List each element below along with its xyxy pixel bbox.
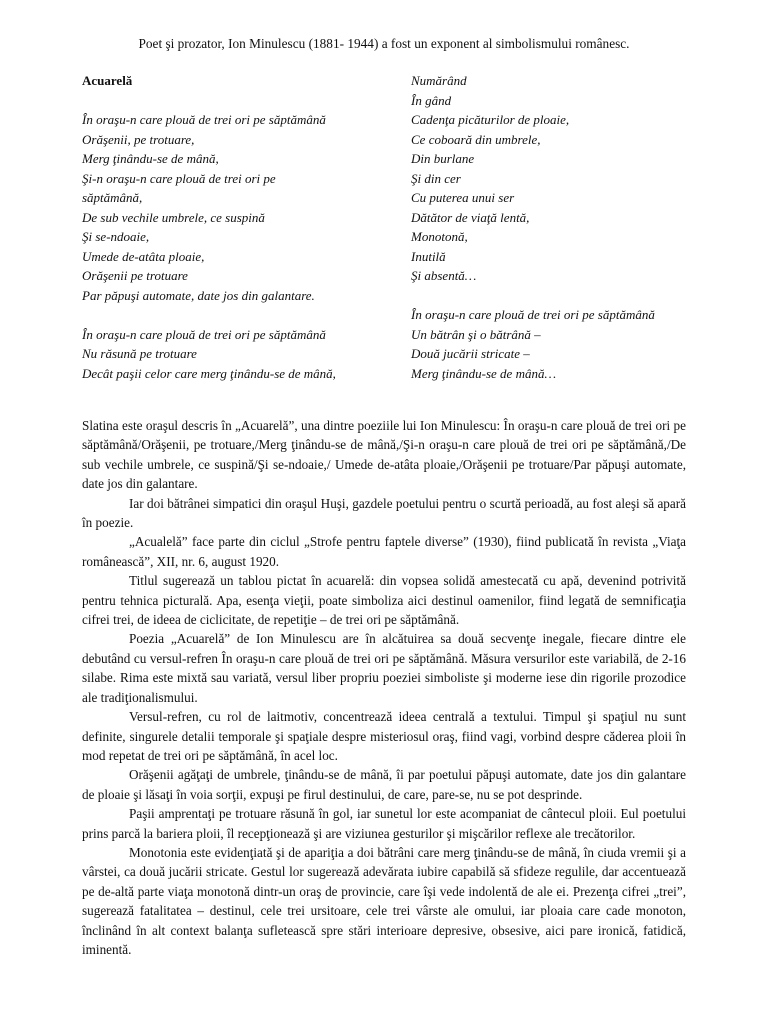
poem-title: Acuarelă <box>82 73 133 88</box>
poem-line: Şi se-ndoaie, <box>82 229 150 244</box>
poem-line: Cadenţa picăturilor de ploaie, <box>411 112 570 127</box>
poem-line: Merg ţinându-se de mână, <box>82 151 219 166</box>
poem-line: Decât paşii celor care merg ţinându-se de mână, <box>82 365 336 381</box>
poem-line: În oraşu-n care plouă de trei ori pe săptămână <box>82 326 326 342</box>
poem-spacer <box>82 91 382 111</box>
poem-line: Dătător de viaţă lentă, <box>411 209 530 225</box>
paragraph: Iar doi bătrânei simpatici din oraşul Huşi, gazdele poetului pentru o scurtă perioadă, au fost aleşi să apară în poezie. <box>82 495 686 531</box>
poem-line: Şi din cer <box>411 170 461 186</box>
paragraph: Slatina este oraşul descris în „Acuarelă”, una dintre poeziile lui Ion Minulescu: În oraşu-n care plouă de trei ori pe săptămână/Orăşenii, pe trotuare,/Merg ţinându-se de mână,/Şi-n oraşu-n care plouă de trei ori pe săptămână,/De sub vechile umbrele, ce suspină/Şi se-ndoaie,/ Umede de-atâta ploaie,/Orăşenii pe trotuare/Par păpuşi automate, date jos din galantare. <box>82 418 686 492</box>
poem-column-right <box>411 71 731 383</box>
paragraph: Orăşenii agăţaţi de umbrele, ţinându-se de mână, îi par poetului păpuşi automate, date jos din galantare de ploaie şi lăsaţi în voia sorţii, expuşi pe firul destinului, de care, pare-se, nu se pot desprinde. <box>82 767 686 802</box>
poem-line: Nu răsună pe trotuare <box>82 346 197 361</box>
poem-line: În oraşu-n care plouă de trei ori pe săptămână <box>82 112 326 127</box>
poem-line: Din burlane <box>411 151 475 166</box>
paragraph: Monotonia este evidenţiată şi de apariţia a doi bătrâni care merg ţinându-se de mână, în ciuda vremii şi a vârstei, ca două jucării stricate. Gestul lor sugerează adevărata iubire capabilă să sfideze regulile, dar accentuează pe de-altă parte viaţa monotonă dintr-un oraş de provincie, care îşi vede indolentă de ale ei. Prezenţa cifrei „trei”, sugerează fatalitatea – destinul, cele trei ursitoare, cele trei vârste ale omului, iar ploaia care cade monoton, înclinând în alt context balanţa sufletească spre stări interioare depresive, obsesive, aici pare ironică, fatidică, iminentă. <box>82 844 686 957</box>
poem-column-left <box>82 71 382 383</box>
paragraph: Versul-refren, cu rol de laitmotiv, concentrează ideea centrală a textului. Timpul şi spaţiul nu sunt definite, singurele detalii temporale şi spaţiale despre misteriosul oraş, fiind vagi, vorbind despre căderea ploii în mod repetat de trei ori pe săptămână, în acel loc. <box>82 709 686 763</box>
intro-line: Poet şi prozator, Ion Minulescu (1881- 1944) a fost un exponent al simbolismului românesc. <box>138 36 630 51</box>
poem-line: De sub vechile umbrele, ce suspină <box>82 209 265 225</box>
poem-line: În oraşu-n care plouă de trei ori pe săptămână <box>411 307 655 322</box>
poem-line: Orăşenii pe trotuare <box>82 268 188 283</box>
poem-line: În gând <box>411 92 452 108</box>
analysis-text <box>82 416 686 959</box>
poem-line: Numărând <box>411 73 467 88</box>
paragraph: Poezia „Acuarelă” de Ion Minulescu are în alcătuirea sa două secvenţe inegale, fiecare dintre ele debutând cu versul-refren În oraşu-n care plouă de trei ori pe săptămână. Măsura versurilor este variabilă, de 2-16 silabe. Rima este mixtă sau variată, versul liber propriu poeziei simboliste şi moderne iese din rigorile prozodice ale tradiţionalismului. <box>82 631 686 705</box>
poem-line: Orăşenii, pe trotuare, <box>82 131 195 147</box>
poem-line: Două jucării stricate – <box>411 346 530 361</box>
poem-line: Umede de-atâta ploaie, <box>82 248 205 264</box>
poem-line: Şi absentă… <box>411 268 477 283</box>
poem-line <box>82 305 382 325</box>
poem-line: Un bătrân şi o bătrână – <box>411 326 541 342</box>
poem-line: Merg ţinându-se de mână… <box>411 365 557 381</box>
poem-line: Şi-n oraşu-n care plouă de trei ori pe <box>82 170 276 186</box>
poem-line: Inutilă <box>411 248 446 264</box>
poem-line: Par păpuşi automate, date jos din galantare. <box>82 287 315 303</box>
poem-line: săptămână, <box>82 190 143 205</box>
paragraph: Paşii amprentaţi pe trotuare răsună în gol, iar sunetul lor este acompaniat de cântecul ploii. Eul poetului prins parcă la bariera ploii, îl recepţionează şi are viziunea gesturilor şi mişcărilor reflexe ale trecătorilor. <box>82 806 686 841</box>
poem-line: Cu puterea unui ser <box>411 190 515 205</box>
paragraph: „Acualelă” face parte din ciclul „Strofe pentru faptele diverse” (1930), fiind publicată în revista „Viaţa românească”, XII, nr. 6, august 1920. <box>82 534 686 569</box>
poem-line: Monotonă, <box>411 229 468 244</box>
paragraph: Titlul sugerează un tablou pictat în acuarelă: din vopsea solidă amestecată cu apă, devenind potrivită pentru tehnica picturală. Apa, esenţa vieţii, poate simboliza aici destinul oamenilor, fiind legată de semnificaţia cifrei trei, de ideea de ciclicitate, de repetiţie – de trei ori pe săptămână. <box>82 573 686 628</box>
poem-line <box>411 286 731 306</box>
poem-line: Ce coboară din umbrele, <box>411 131 541 147</box>
